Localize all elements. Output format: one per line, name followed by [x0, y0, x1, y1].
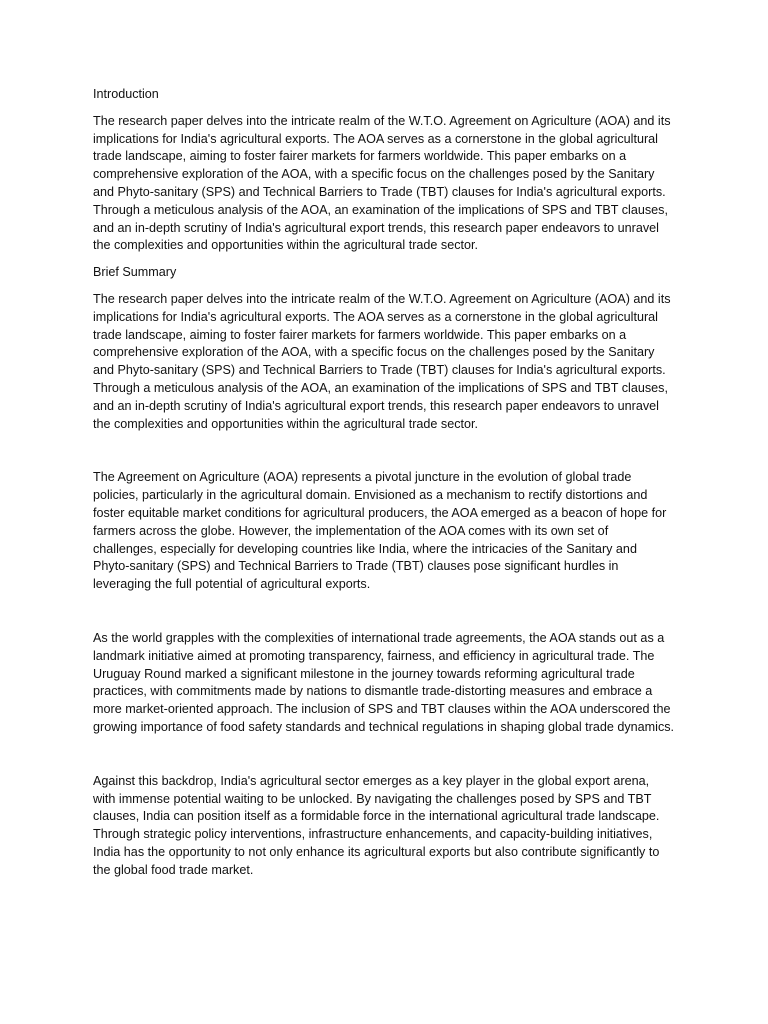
- body-paragraph-1: The Agreement on Agriculture (AOA) represents a pivotal juncture in the evolution of global trade policies, particularly in the agricultural domain. Envisioned as a mechanism to rectify distortions and foster equitable market conditions for agricultural producers, the AOA emerged as a beacon of hope for farmers across the globe. However, the implementation of the AOA comes with its own set of challenges, especially for developing countries like India, where the intricacies of the Sanitary and Phyto-sanitary (SPS) and Technical Barriers to Trade (TBT) clauses pose significant hurdles in leveraging the full potential of agricultural exports.: [93, 470, 667, 592]
- document-page: [93, 86, 675, 879]
- summary-paragraph: The research paper delves into the intricate realm of the W.T.O. Agreement on Agriculture (AOA) and its implications for India's agricultural exports. The AOA serves as a cornerstone in the global agricultural trade landscape, aiming to foster fairer markets for farmers worldwide. This paper embarks on a comprehensive exploration of the AOA, with a specific focus on the challenges posed by the Sanitary and Phyto-sanitary (SPS) and Technical Barriers to Trade (TBT) clauses for India's agricultural exports. Through a meticulous analysis of the AOA, an examination of the implications of SPS and TBT clauses, and an in-depth scrutiny of India's agricultural export trends, this research paper endeavors to unravel the complexities and opportunities within the agricultural trade sector.: [93, 291, 671, 431]
- introduction-heading: Introduction: [93, 87, 159, 101]
- summary-heading: Brief Summary: [93, 265, 177, 280]
- paragraph-spacer: [93, 737, 675, 773]
- paragraph-spacer: [93, 433, 675, 469]
- paragraph-spacer: [93, 594, 675, 630]
- section-spacer: [93, 255, 675, 264]
- introduction-paragraph: The research paper delves into the intricate realm of the W.T.O. Agreement on Agriculture (AOA) and its implications for India's agricultural exports. The AOA serves as a cornerstone in the global agricultural trade landscape, aiming to foster fairer markets for farmers worldwide. This paper embarks on a comprehensive exploration of the AOA, with a specific focus on the challenges posed by the Sanitary and Phyto-sanitary (SPS) and Technical Barriers to Trade (TBT) clauses for India's agricultural exports. Through a meticulous analysis of the AOA, an examination of the implications of SPS and TBT clauses, and an in-depth scrutiny of India's agricultural export trends, this research paper endeavors to unravel the complexities and opportunities within the agricultural trade sector.: [93, 113, 671, 253]
- body-paragraph-2: As the world grapples with the complexities of international trade agreements, the AOA stands out as a landmark initiative aimed at promoting transparency, fairness, and efficiency in agricultural trade. The Uruguay Round marked a significant milestone in the journey towards reforming agricultural trade practices, with commitments made by nations to dismantle trade-distorting measures and embrace a more market-oriented approach. The inclusion of SPS and TBT clauses within the AOA underscored the growing importance of food safety standards and technical regulations in shaping global trade dynamics.: [93, 630, 675, 734]
- body-paragraph-3: Against this backdrop, India's agricultural sector emerges as a key player in the global export arena, with immense potential waiting to be unlocked. By navigating the challenges posed by SPS and TBT clauses, India can position itself as a formidable force in the international agricultural trade landscape. Through strategic policy interventions, infrastructure enhancements, and capacity-building initiatives, India has the opportunity to not only enhance its agricultural exports but also contribute significantly to the global food trade market.: [93, 773, 660, 877]
